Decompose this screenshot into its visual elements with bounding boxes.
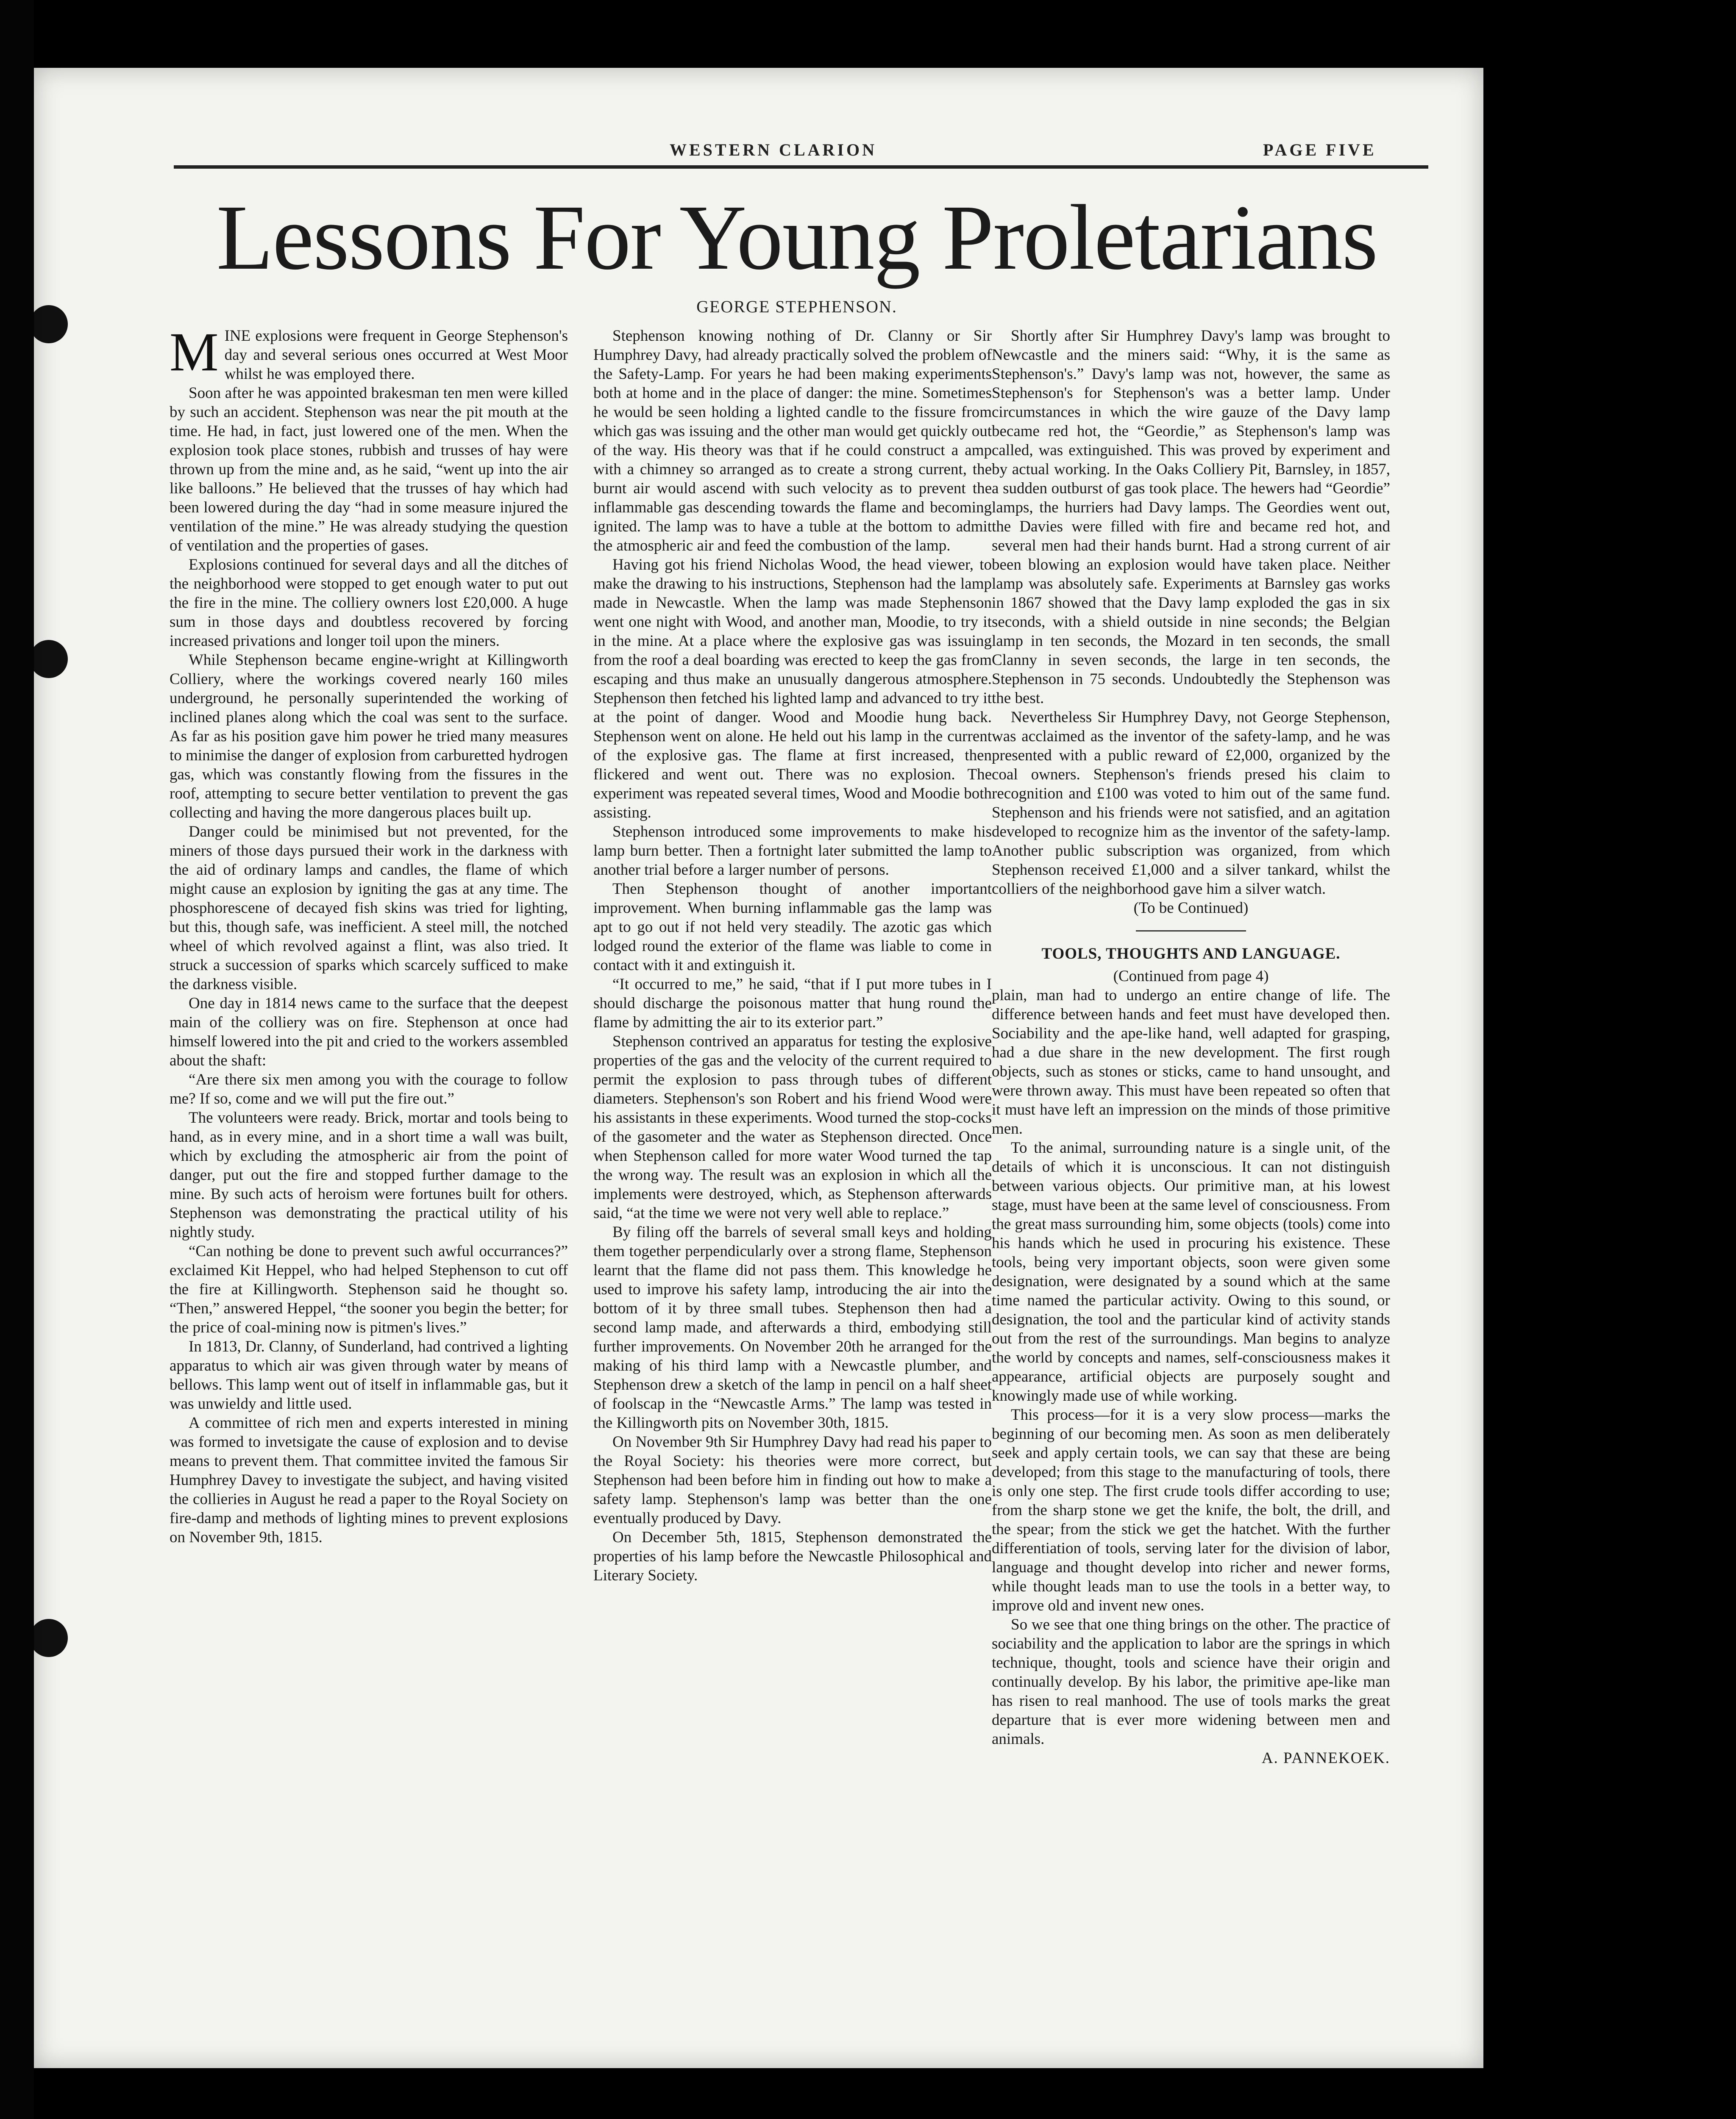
article-paragraph: Stephenson introduced some improvements to make his lamp burn better. Then a fortnight later submitted the lamp to another trial before a larger number of persons.: [593, 823, 992, 879]
article-paragraph: By filing off the barrels of several small keys and holding them together perpendicularly over a strong flame, Stephenson learnt that the flame did not pass them. This knowledge he used to improve his safety lamp, introducing the air into the bottom of it by three small tubes. Stephenson then had a second lamp made, and afterwards a third, embodying still further improvements. On November 20th he arranged for the making of his third lamp with a Newcastle plumber, and Stephenson drew a sketch of the lamp in pencil on a half sheet of foolscap in the “Newcastle Arms.” The lamp was tested in the Killingworth pits on November 30th, 1815.: [593, 1224, 992, 1432]
publication-name: WESTERN CLARION: [670, 140, 877, 159]
binder-hole: [34, 640, 68, 678]
article-paragraph: One day in 1814 news came to the surface that the deepest main of the colliery was on fire. Stephenson at once had himself lowered into the pit and cried to the workers assembled about the shaft:: [170, 995, 568, 1069]
article-paragraph: “Can nothing be done to prevent such awful occurrances?” exclaimed Kit Heppel, who had helped Stephenson to cut off the fire at Killingworth. Stephenson said he thought so. “Then,” answered Heppel, “the sooner you begin the better; for the price of coal-mining now is pitmen's lives.”: [170, 1243, 568, 1336]
article-paragraph: plain, man had to undergo an entire change of life. The difference between hands and feet must have developed then. Sociability and the ape-like hand, well adapted for grasping, had a due share in the new development. The first rough objects, such as stones or sticks, came to hand unsought, and were thrown away. This must have been repeated so often that it must have left an impression on the minds of those primitive men.: [992, 987, 1390, 1137]
article-paragraph: “It occurred to me,” he said, “that if I put more tubes in I should discharge the poisonous matter that hung round the flame by admitting the air to its exterior part.”: [593, 976, 992, 1031]
author-signature: A. PANNEKOEK.: [1261, 1749, 1390, 1767]
page-number: PAGE FIVE: [1263, 140, 1377, 159]
newspaper-page: [34, 68, 1483, 2068]
article-paragraph: Soon after he was appointed brakesman ten men were killed by such an accident. Stephenson was near the pit mouth at the time. He had, in fact, just lowered one of the men. When the explosion took place stones, rubbish and trusses of hay were thrown up from the mine and, as he said, “went up into the air like balloons.” He believed that the trusses of hay which had been lowered during the day “had in some measure injured the ventilation of the mine.” He was already studying the question of ventilation and the properties of gases.: [170, 384, 568, 554]
article-paragraph: “Are there six men among you with the courage to follow me? If so, come and we will put the fire out.”: [170, 1071, 568, 1107]
article-paragraph: This process—for it is a very slow process—marks the beginning of our becoming men. As soon as men deliberately seek and apply certain tools, we can say that these are being developed; from this stage to the manufacturing of tools, there is only one step. The first crude tools differ according to use; from the sharp stone we get the knife, the bolt, the drill, and the spear; from the stick we get the hatchet. With the further differentiation of tools, serving later for the division of labor, language and thought develop into richer and newer forms, while thought leads man to use the tools in a better way, to improve old and invent new ones.: [992, 1406, 1390, 1614]
scan-border: [0, 0, 34, 2119]
column-1: [170, 326, 568, 2047]
article-paragraph: Then Stephenson thought of another important improvement. When burning inflammable gas the lamp was apt to go out if not held very steadily. The azotic gas which lodged round the exterior of the flame was liable to come in contact with it and extinguish it.: [593, 880, 992, 974]
article-paragraph: A committee of rich men and experts interested in mining was formed to invetsigate the cause of explosion and to devise means to prevent them. That committee invited the famous Sir Humphrey Davey to investigate the subject, and having visited the collieries in August he read a paper to the Royal Society on fire-damp and methods of lighting mines to prevent explosions on November 9th, 1815.: [170, 1414, 568, 1546]
column-2: [593, 326, 992, 2047]
binder-hole: [34, 1619, 68, 1657]
article-byline: GEORGE STEPHENSON.: [696, 297, 897, 316]
continued-from-note: (Continued from page 4): [1113, 968, 1269, 985]
article-paragraph: On December 5th, 1815, Stephenson demonstrated the properties of his lamp before the Newcastle Philosophical and Literary Society.: [593, 1529, 992, 1584]
second-article-title: TOOLS, THOUGHTS AND LANGUAGE.: [1041, 945, 1341, 962]
article-paragraph: Danger could be minimised but not prevented, for the miners of those days pursued their work in the darkness with the aid of ordinary lamps and candles, the flame of which might cause an explosion by igniting the gas at any time. The phosphorescene of decayed fish skins was tried for lighting, but this, though safe, was inefficient. A steel mill, the notched wheel of which revolved against a flint, was also tried. It struck a succession of sparks which scarcely sufficed to make the darkness visible.: [170, 823, 568, 993]
article-paragraph: Nevertheless Sir Humphrey Davy, not George Stephenson, was acclaimed as the inventor of the safety-lamp, and he was presented with a public reward of £2,000, organized by the coal owners. Stephenson's friends presed his claim to recognition and £100 was voted to him out of the same fund. Stephenson and his friends were not satisfied, and an agitation developed to recognize him as the inventor of the safety-lamp. Another public subscription was organized, from which Stephenson received £1,000 and a silver tankard, whilst the colliers of the neighborhood gave him a silver watch.: [992, 709, 1390, 898]
article-paragraph: While Stephenson became engine-wright at Killingworth Colliery, where the workings covered nearly 160 miles underground, he personally superintended the working of inclined planes along which the coal was sent to the surface. As far as his position gave him power he tried many measures to minimise the danger of explosion from carburetted hydrogen gas, which was constantly flowing from the fissures in the roof, attempting to secure better ventilation to prevent the gas collecting and having the more dangerous places built up.: [170, 651, 568, 821]
to-be-continued: (To be Continued): [1133, 899, 1249, 917]
article-paragraph: To the animal, surrounding nature is a single unit, of the details of which it is unconscious. It can not distinguish between various objects. Our primitive man, at his lowest stage, must have been at the same level of consciousness. From the great mass surrounding him, some objects (tools) come into his hands which he used in procuring his existence. These tools, being very important objects, soon were given some designation, were designated by a sound which at the same time named the particular activity. Owing to this sound, or designation, the tool and the particular kind of activity stands out from the rest of the surroundings. Man begins to analyze the world by concepts and names, self-consciousness makes it appearance, artificial objects are purposely sought and knowingly made use of while working.: [992, 1139, 1390, 1404]
article-paragraph: Explosions continued for several days and all the ditches of the neighborhood were stopped to get enough water to put out the fire in the mine. The colliery owners lost £20,000. A huge sum in those days and doubtless recovered by forcing increased privations and longer toil upon the miners.: [170, 556, 568, 650]
article-title: Lessons For Young Proletarians: [216, 186, 1377, 289]
article-paragraph: Shortly after Sir Humphrey Davy's lamp was brought to Newcastle and the miners said: “Why, it is the same as Stephenson's.” Davy's lamp was not, however, the same as Stephenson's for Stephenson's was a better lamp. Under circumstances in which the wire gauze of the Davy lamp became red hot, the “Geordie,” as Stephenson's lamp was called, was extinguished. This was proved by experiment and by actual working. In the Oaks Colliery Pit, Barnsley, in 1857, a sudden outburst of gas took place. The hewers had “Geordie” lamps, the hurriers had Davy lamps. The Geordies went out, the Davies were filled with fire and became red hot, and several men had their hands burnt. Had a strong current of air been blowing an explosion would have taken place. Neither lamp was absolutely safe. Experiments at Barnsley gas works in 1867 showed that the Davy lamp exploded the gas in six seconds, with a shield outside in nine seconds; the Belgian lamp in ten seconds, the Mozard in ten seconds, the small Clanny in seven seconds, the large in ten seconds, the Stephenson in 75 seconds. Undoubtedly the Stephenson was the best.: [992, 327, 1390, 707]
article-paragraph: Having got his friend Nicholas Wood, the head viewer, to make the drawing to his instructions, Stephenson had the lamp made in Newcastle. When the lamp was made Stephenson went one night with Wood, and another man, Moodie, to try it in the mine. At a place where the explosive gas was issuing from the roof a deal boarding was erected to keep the gas from escaping and thus make an unusually dangerous atmosphere. Stephenson then fetched his lighted lamp and advanced to try it at the point of danger. Wood and Moodie hung back. Stephenson went on alone. He held out his lamp in the current of the explosive gas. The flame at first increased, then flickered and went out. There was no explosion. The experiment was repeated several times, Wood and Moodie both assisting.: [593, 556, 992, 821]
section-divider: [1136, 930, 1246, 932]
drop-cap: M: [170, 326, 219, 383]
article-paragraph: MINE explosions were frequent in George Stephenson's day and several serious ones occurred at West Moor whilst he was employed there.: [170, 326, 568, 383]
header-rule: [174, 165, 1428, 169]
binder-hole: [34, 305, 68, 343]
column-3: [992, 326, 1390, 2047]
article-paragraph: Stephenson knowing nothing of Dr. Clanny or Sir Humphrey Davy, had already practically solved the problem of the Safety-Lamp. For years he had been making experiments both at home and in the place of danger: the mine. Sometimes he would be seen holding a lighted candle to the fissure from which gas was issuing and the other man would get quickly out of the way. His theory was that if he could construct a amp with a chimney so arranged as to create a strong current, the burnt air would ascend with such velocity as to prevent the inflammable gas descending towards the flame and becoming ignited. The lamp was to have a tuble at the bottom to admit the atmospheric air and feed the combustion of the lamp.: [593, 327, 992, 554]
article-paragraph: So we see that one thing brings on the other. The practice of sociability and the application to labor are the springs in which technique, thought, tools and science have their origin and continually develop. By his labor, the primitive ape-like man has risen to real manhood. The use of tools marks the great departure that is ever more widening between men and animals.: [992, 1616, 1390, 1748]
article-paragraph: In 1813, Dr. Clanny, of Sunderland, had contrived a lighting apparatus to which air was given through water by means of bellows. This lamp went out of itself in inflammable gas, but it was unwieldy and little used.: [170, 1338, 568, 1413]
article-paragraph: On November 9th Sir Humphrey Davy had read his paper to the Royal Society: his theories were more correct, but Stephenson had been before him in finding out how to make a safety lamp. Stephenson's lamp was better than the one eventually produced by Davy.: [593, 1433, 992, 1527]
article-paragraph: Stephenson contrived an apparatus for testing the explosive properties of the gas and the velocity of the current required to permit the explosion to pass through tubes of different diameters. Stephenson's son Robert and his friend Wood were his assistants in these experiments. Wood turned the stop-cocks of the gasometer and the water as Stephenson directed. Once when Stephenson called for more water Wood turned the tap the wrong way. The result was an explosion in which all the implements were destroyed, which, as Stephenson afterwards said, “at the time we were not very well able to replace.”: [593, 1033, 992, 1222]
article-paragraph: The volunteers were ready. Brick, mortar and tools being to hand, as in every mine, and in a short time a wall was built, which by excluding the atmospheric air from the point of danger, put out the fire and stopped further damage to the mine. By such acts of heroism were fortunes built for others. Stephenson was demonstrating the practical utility of his nightly study.: [170, 1109, 568, 1241]
